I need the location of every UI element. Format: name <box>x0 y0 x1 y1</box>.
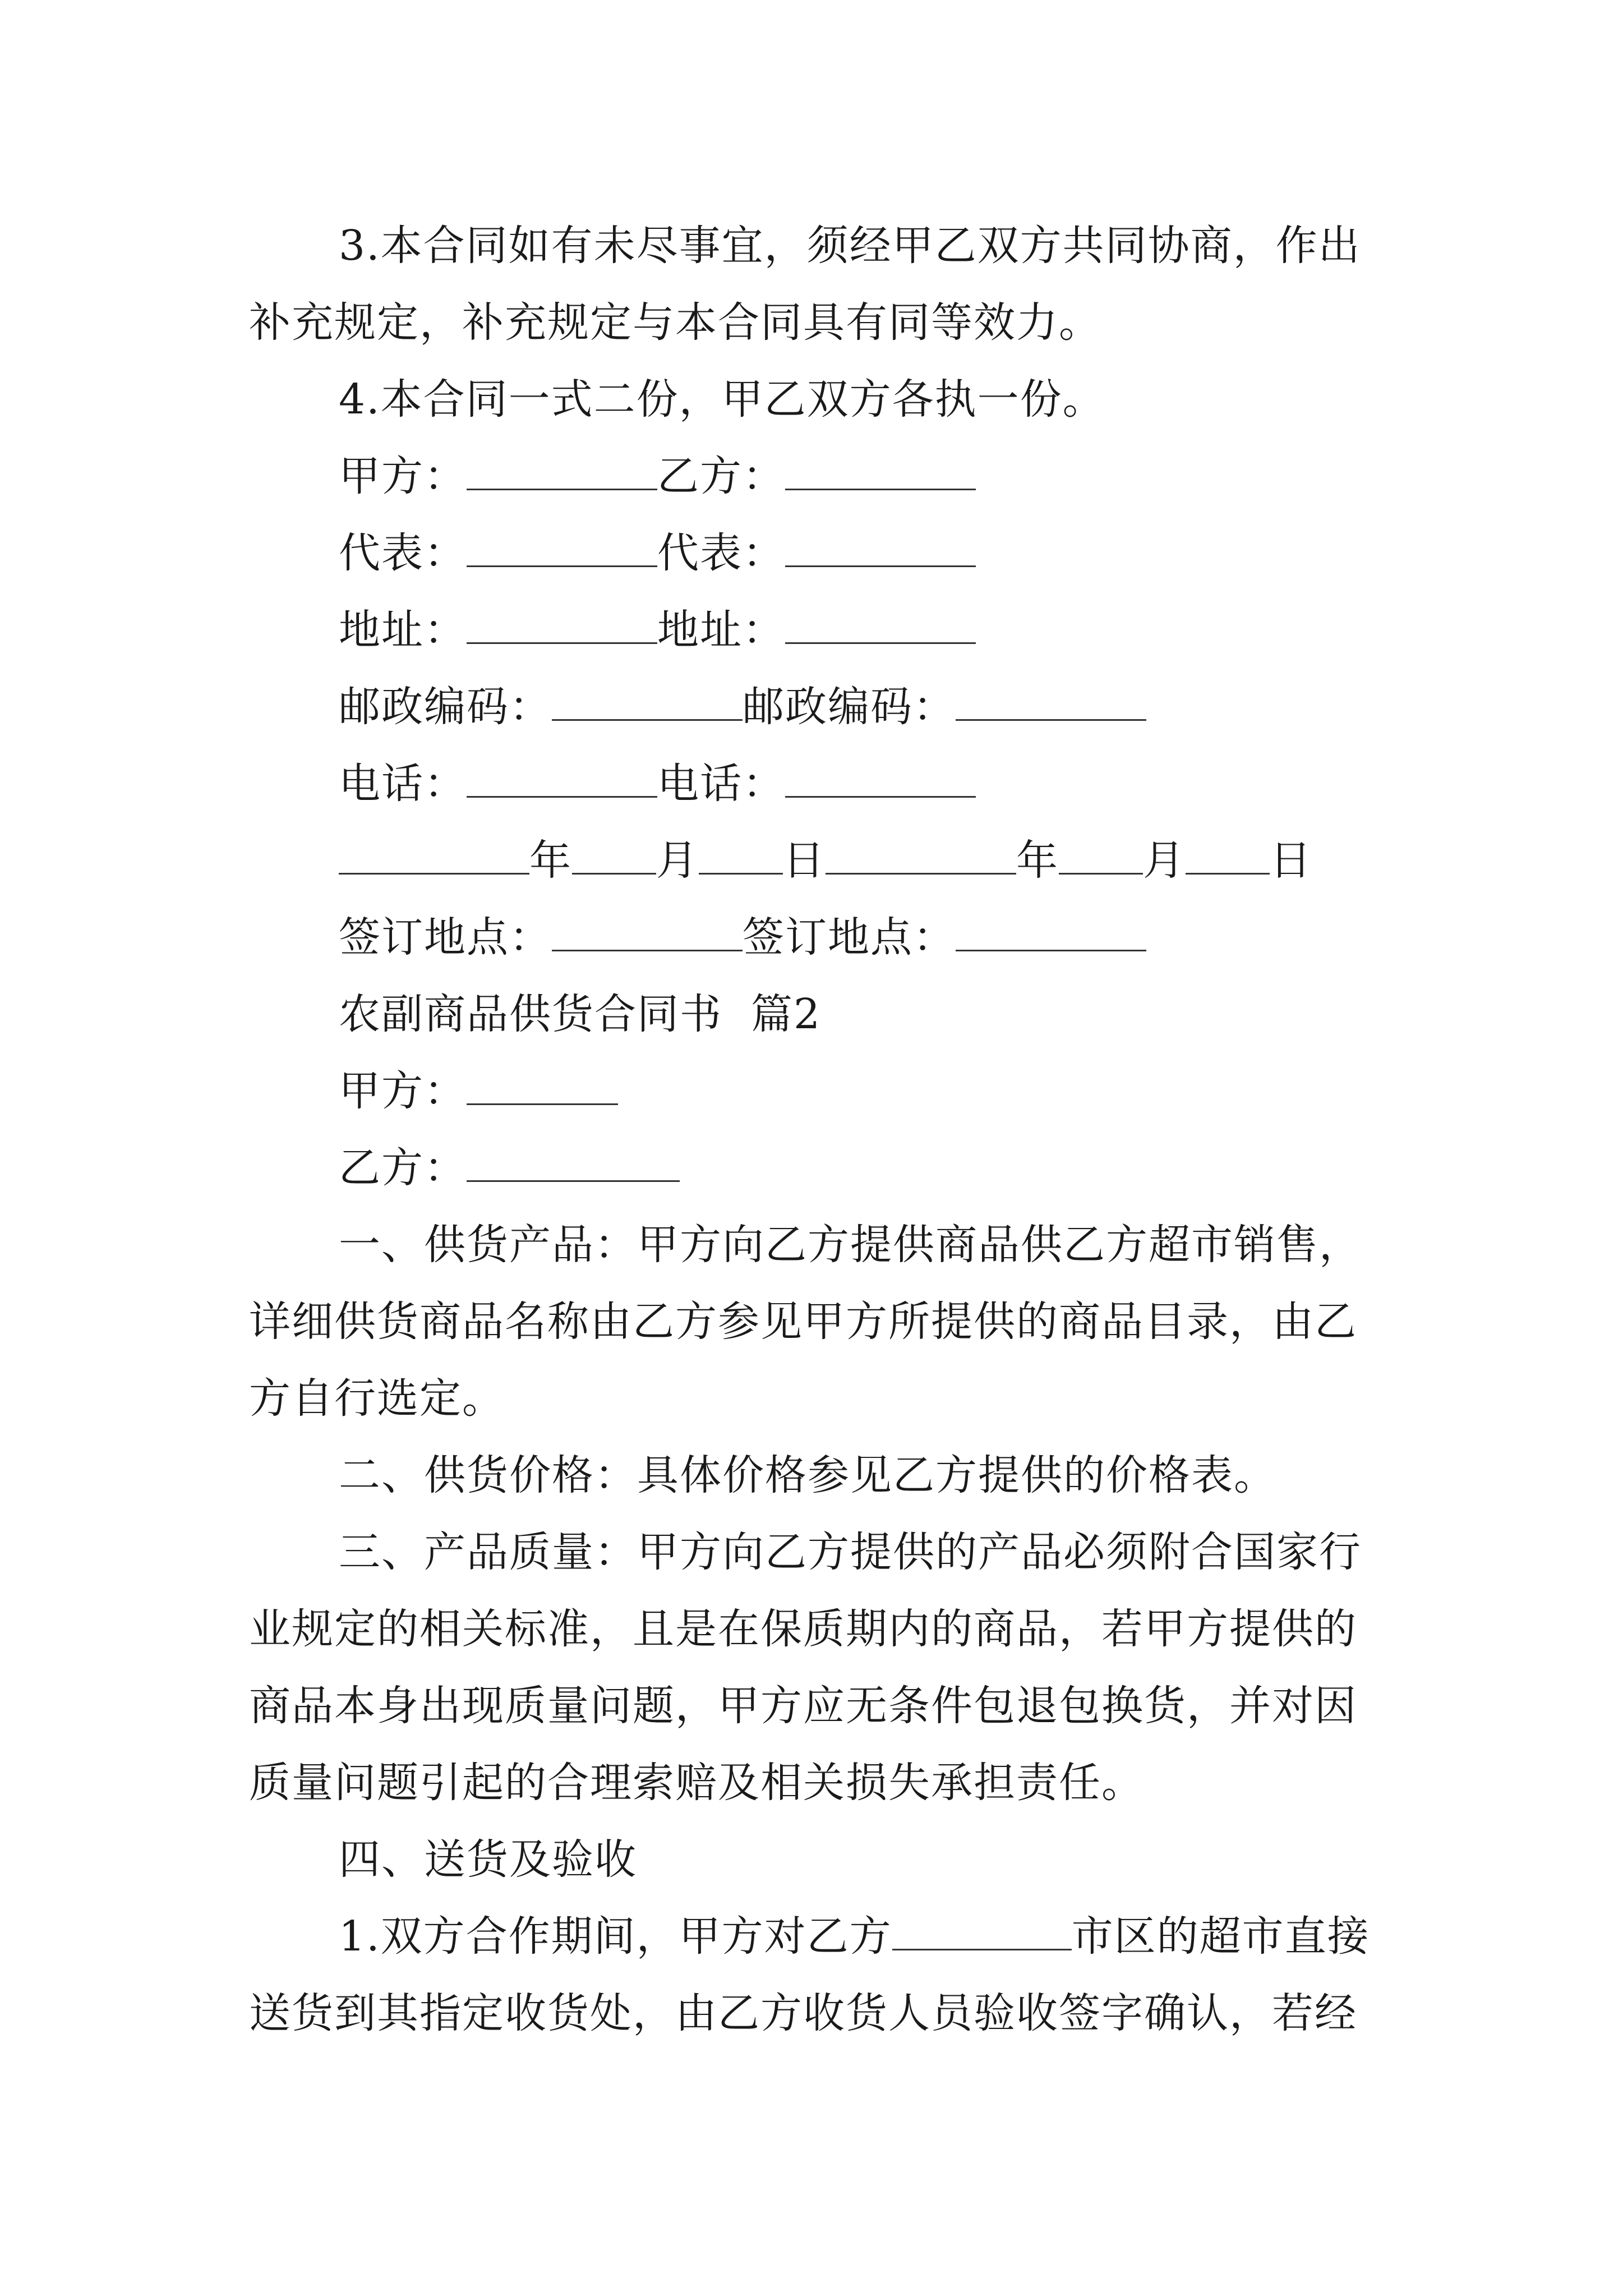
party-b-2-blank <box>467 1145 680 1182</box>
party-b-2-row <box>249 1130 1376 1207</box>
month-b-label: 月 <box>1143 836 1186 885</box>
item-1-line-1: 一、供货产品：甲方向乙方提供商品供乙方超市销售， <box>339 1221 1362 1269</box>
phone-a-label: 电话： <box>339 760 467 808</box>
rep-b-blank <box>785 531 976 567</box>
item-3-line-4: 质量问题引起的合理索赔及相关损失承担责任。 <box>249 1759 1144 1807</box>
signature-address-row <box>249 592 1376 669</box>
signature-place-row <box>249 899 1376 976</box>
item-4-1-line-2: 送货到其指定收货处，由乙方收货人员验收签字确认，若经 <box>249 1989 1357 2037</box>
phone-a-blank <box>467 761 657 798</box>
year-a-label: 年 <box>529 836 572 885</box>
signature-rep-row <box>249 515 1376 592</box>
postcode-b-blank <box>956 684 1146 721</box>
item-1-line-3: 方自行选定。 <box>249 1374 505 1423</box>
rep-b-label: 代表： <box>657 529 785 577</box>
item-3-line-1: 三、产品质量：甲方向乙方提供的产品必须附合国家行 <box>339 1528 1362 1576</box>
day-a-blank <box>699 838 783 875</box>
postcode-b-label: 邮政编码： <box>743 683 956 731</box>
party-a-2-row <box>249 1053 1376 1130</box>
item-3-line-2: 业规定的相关标准，且是在保质期内的商品，若甲方提供的 <box>249 1605 1357 1653</box>
clause-3-line-1: 3.本合同如有未尽事宜，须经甲乙双方共同协商，作出 <box>339 222 1361 270</box>
address-b-label: 地址： <box>657 606 785 654</box>
clause-3-line-2: 补充规定，补充规定与本合同具有同等效力。 <box>249 298 1101 347</box>
item-4-1-part-1: 1.双方合作期间，甲方对乙方 <box>339 1912 892 1961</box>
item-2: 二、供货价格：具体价格参见乙方提供的价格表。 <box>339 1451 1276 1499</box>
item-4-title: 四、送货及验收 <box>339 1835 637 1884</box>
signature-postcode-row <box>249 669 1376 746</box>
sign-place-b-label: 签订地点： <box>743 913 956 961</box>
party-a-label: 甲方： <box>339 452 467 500</box>
signature-date-row <box>249 822 1376 899</box>
party-a-blank <box>467 454 657 490</box>
postcode-a-label: 邮政编码： <box>339 683 552 731</box>
day-a-label: 日 <box>783 836 826 885</box>
sign-place-a-blank <box>552 915 743 951</box>
party-b-2-label: 乙方： <box>339 1144 467 1192</box>
month-b-blank <box>1059 838 1143 875</box>
document-body <box>249 208 1376 2052</box>
item-3-line-3: 商品本身出现质量问题，甲方应无条件包退包换货，并对因 <box>249 1682 1357 1730</box>
year-b-blank <box>826 838 1016 875</box>
signature-phone-row <box>249 746 1376 822</box>
sign-place-b-blank <box>956 915 1146 951</box>
item-4-1-line-1 <box>249 1898 1376 1975</box>
city-blank <box>892 1914 1072 1950</box>
day-b-blank <box>1186 838 1270 875</box>
postcode-a-blank <box>552 684 743 721</box>
item-4-1-part-2: 市区的超市直接 <box>1071 1912 1370 1961</box>
section-2-title: 农副商品供货合同书 篇2 <box>339 990 822 1038</box>
rep-a-blank <box>467 531 657 567</box>
party-b-label: 乙方： <box>657 452 785 500</box>
signature-party-row <box>249 438 1376 515</box>
month-a-blank <box>572 838 656 875</box>
year-a-blank <box>339 838 529 875</box>
day-b-label: 日 <box>1270 836 1312 885</box>
party-b-blank <box>785 454 976 490</box>
sign-place-a-label: 签订地点： <box>339 913 552 961</box>
address-a-label: 地址： <box>339 606 467 654</box>
phone-b-label: 电话： <box>657 760 785 808</box>
party-a-2-blank <box>467 1069 618 1105</box>
month-a-label: 月 <box>656 836 699 885</box>
party-a-2-label: 甲方： <box>339 1067 467 1115</box>
year-b-label: 年 <box>1016 836 1059 885</box>
phone-b-blank <box>785 761 976 798</box>
address-a-blank <box>467 608 657 644</box>
item-1-line-2: 详细供货商品名称由乙方参见甲方所提供的商品目录，由乙 <box>249 1297 1357 1346</box>
rep-a-label: 代表： <box>339 529 467 577</box>
clause-4: 4.本合同一式二份，甲乙双方各执一份。 <box>339 375 1105 424</box>
address-b-blank <box>785 608 976 644</box>
